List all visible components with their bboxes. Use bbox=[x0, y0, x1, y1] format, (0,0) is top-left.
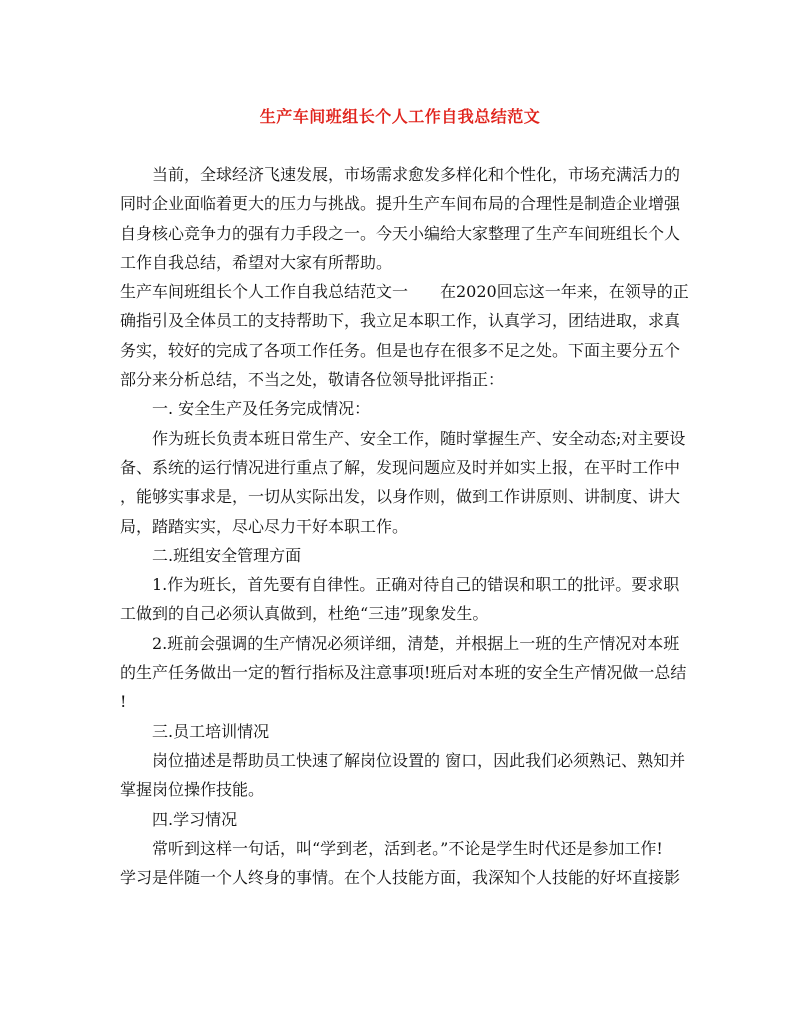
paragraph-line: 工做到的自己必须认真做到，杜绝“三违”现象发生。 bbox=[120, 604, 489, 624]
paragraph-line: 的生产任务做出一定的暂行指标及注意事项!班后对本班的安全生产情况做一总结 bbox=[120, 663, 687, 683]
paragraph-line: 2.班前会强调的生产情况必须详细，清楚，并根据上一班的生产情况对本班 bbox=[152, 633, 680, 653]
paragraph-line: 务实，较好的完成了各项工作任务。但是也存在很多不足之处。下面主要分五个 bbox=[120, 340, 681, 360]
paragraph-line: 备、系统的运行情况进行重点了解，发现问题应及时并如实上报，在平时工作中 bbox=[120, 457, 681, 477]
paragraph-line: 二.班组安全管理方面 bbox=[152, 545, 302, 565]
paragraph-line: 三.员工培训情况 bbox=[152, 721, 270, 741]
paragraph-line: 学习是伴随一个人终身的事情。在个人技能方面，我深知个人技能的好坏直接影 bbox=[120, 868, 681, 888]
paragraph-line: 1.作为班长，首先要有自律性。正确对待自己的错误和职工的批评。要求职 bbox=[152, 575, 680, 595]
paragraph-line: 当前，全球经济飞速发展，市场需求愈发多样化和个性化，市场充满活力的 bbox=[152, 165, 681, 184]
document-body bbox=[120, 160, 689, 892]
paragraph-line: 四.学习情况 bbox=[152, 809, 238, 829]
paragraph-line: ，能够实事求是，一切从实际出发，以身作则，做到工作讲原则、讲制度、讲大 bbox=[120, 487, 681, 507]
document-title: 生产车间班组长个人工作自我总结范文 bbox=[259, 107, 541, 126]
paragraph-line: 一. 安全生产及任务完成情况： bbox=[152, 399, 371, 419]
paragraph-line: 工作自我总结，希望对大家有所帮助。 bbox=[120, 252, 393, 272]
paragraph-line: 局，踏踏实实，尽心尽力干好本职工作。 bbox=[120, 516, 409, 536]
paragraph-line: 自身核心竞争力的强有力手段之一。今天小编给大家整理了生产车间班组长个人 bbox=[120, 223, 681, 243]
paragraph-line: 生产车间班组长个人工作自我总结范文一 在2020回忘这一年来，在领导的正 bbox=[120, 282, 689, 302]
paragraph-line: ! bbox=[120, 692, 127, 712]
paragraph-line: 同时企业面临着更大的压力与挑战。提升生产车间布局的合理性是制造企业增强 bbox=[120, 194, 681, 214]
paragraph-line: 掌握岗位操作技能。 bbox=[120, 780, 265, 800]
paragraph-line: 岗位描述是帮助员工快速了解岗位设置的 窗口，因此我们必须熟记、熟知并 bbox=[152, 750, 686, 770]
paragraph-line: 作为班长负责本班日常生产、安全工作，随时掌握生产、安全动态;对主要设 bbox=[152, 428, 686, 448]
paragraph-line: 常听到这样一句话，叫“学到老，活到老。”不论是学生时代还是参加工作! bbox=[152, 838, 663, 858]
paragraph-line: 确指引及全体员工的支持帮助下，我立足本职工作，认真学习，团结进取，求真 bbox=[120, 311, 681, 331]
paragraph-line: 部分来分析总结，不当之处，敬请各位领导批评指正： bbox=[120, 370, 505, 390]
